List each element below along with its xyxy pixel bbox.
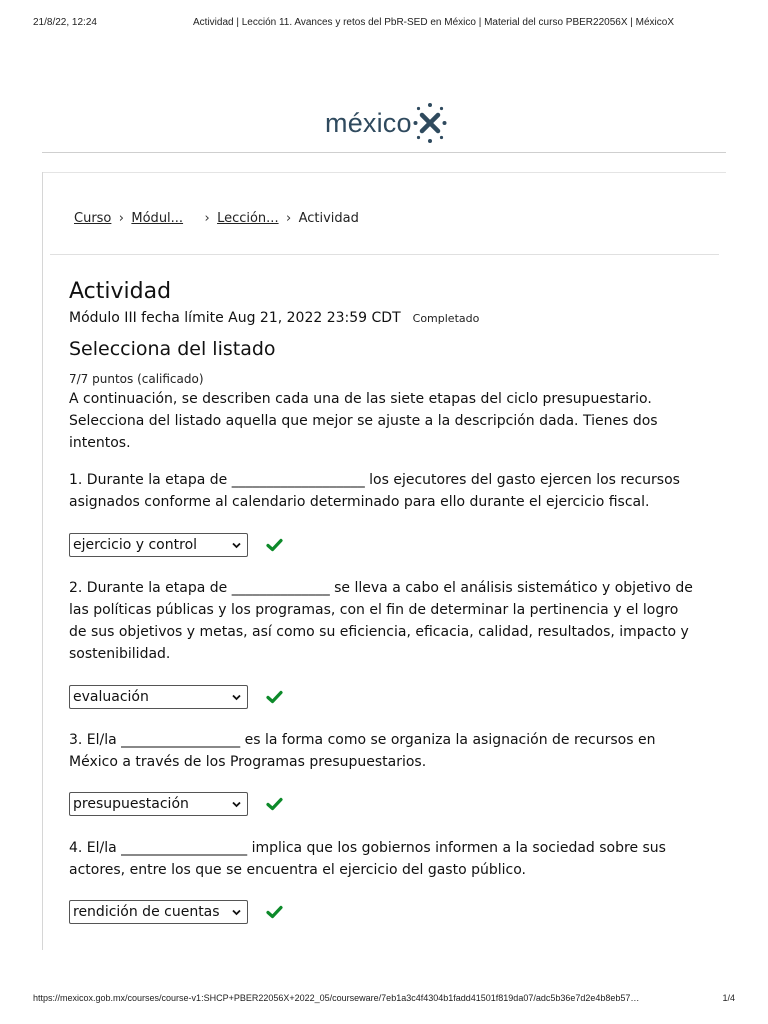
- chevron-down-icon: [232, 694, 241, 701]
- print-url: https://mexicox.gob.mx/courses/course-v1:SHCP+PBER22056X+2022_05/courseware/7eb1a3c4f4304b1fadd41501f819da07/adc5b36e7d2e4b8eb57…: [33, 993, 640, 1003]
- print-header: [33, 17, 735, 31]
- breadcrumb: [74, 209, 359, 227]
- header-divider: [42, 152, 726, 153]
- correct-check-icon: [266, 905, 283, 919]
- due-date: Módulo III fecha límite Aug 21, 2022 23:59 CDT: [69, 310, 401, 326]
- breadcrumb-leccion[interactable]: Lección...: [217, 210, 279, 226]
- chevron-down-icon: [232, 909, 241, 916]
- question-2-select[interactable]: [69, 685, 248, 709]
- question-1-selected-value: ejercicio y control: [73, 537, 198, 553]
- unit-content: [69, 278, 709, 454]
- question-1-text: 1. Durante la etapa de ___________________ los ejecutores del gasto ejercen los recursos asignados conforme al calendario determinado para ello durante el ejercicio fiscal.: [69, 472, 680, 510]
- question-2-answer-row: [69, 685, 283, 709]
- breadcrumb-curso[interactable]: Curso: [74, 210, 112, 226]
- question-1-answer-row: [69, 533, 283, 557]
- print-page-title: Actividad | Lección 11. Avances y retos del PbR-SED en México | Material del curso PBER22056X | MéxicoX: [193, 17, 674, 28]
- question-4-selected-value: rendición de cuentas: [73, 904, 220, 920]
- print-footer: [33, 993, 735, 1007]
- problem-points: 7/7 puntos (calificado): [69, 372, 204, 386]
- problem-title: Selecciona del listado: [69, 338, 276, 360]
- correct-check-icon: [266, 538, 283, 552]
- due-date-line: [69, 309, 709, 328]
- print-page-number: 1/4: [722, 993, 735, 1003]
- card-left-border: [42, 172, 43, 950]
- site-logo[interactable]: [325, 102, 447, 144]
- breadcrumb-separator: ›: [118, 210, 124, 226]
- chevron-down-icon: [232, 801, 241, 808]
- unit-title: Actividad: [69, 279, 172, 304]
- question-4-text: 4. El/la __________________ implica que los gobiernos informen a la sociedad sobre sus actores, entre los que se encuentra el ejercicio del gasto público.: [69, 840, 666, 878]
- question-3-text: 3. El/la _________________ es la forma como se organiza la asignación de recursos en México a través de los Programas presupuestarios.: [69, 732, 656, 770]
- question-3-selected-value: presupuestación: [73, 796, 189, 812]
- question-4-select[interactable]: [69, 900, 248, 924]
- question-4-answer-row: [69, 900, 283, 924]
- correct-check-icon: [266, 690, 283, 704]
- question-2-selected-value: evaluación: [73, 689, 149, 705]
- question-2-text: 2. Durante la etapa de ______________ se lleva a cabo el análisis sistemático y objetivo de las políticas públicas y los programas, con el fin de determinar la pertinencia y el logro de sus objetivos y metas, así como su eficiencia, eficacia, calidad, resultados, impacto y sostenibilidad.: [69, 580, 693, 662]
- correct-check-icon: [266, 797, 283, 811]
- logo-wordmark: méxico: [325, 107, 412, 138]
- breadcrumb-separator: ›: [285, 210, 292, 226]
- breadcrumb-current: Actividad: [298, 210, 359, 226]
- question-3-select[interactable]: [69, 792, 248, 816]
- breadcrumb-separator: ›: [204, 210, 210, 226]
- problem-instructions: A continuación, se describen cada una de las siete etapas del ciclo presupuestario. Selecciona del listado aquella que mejor se ajuste a la descripción dada. Tienes dos intentos.: [69, 391, 658, 451]
- question-1-select[interactable]: [69, 533, 248, 557]
- breadcrumb-divider: [50, 254, 719, 255]
- chevron-down-icon: [232, 542, 241, 549]
- breadcrumb-modulo[interactable]: Módul...: [131, 210, 184, 226]
- card-top-border: [42, 172, 726, 173]
- mexicox-x-logo-icon: [413, 102, 447, 144]
- question-3-answer-row: [69, 792, 283, 816]
- print-datetime: 21/8/22, 12:24: [33, 17, 97, 28]
- status-badge: Completado: [412, 312, 480, 325]
